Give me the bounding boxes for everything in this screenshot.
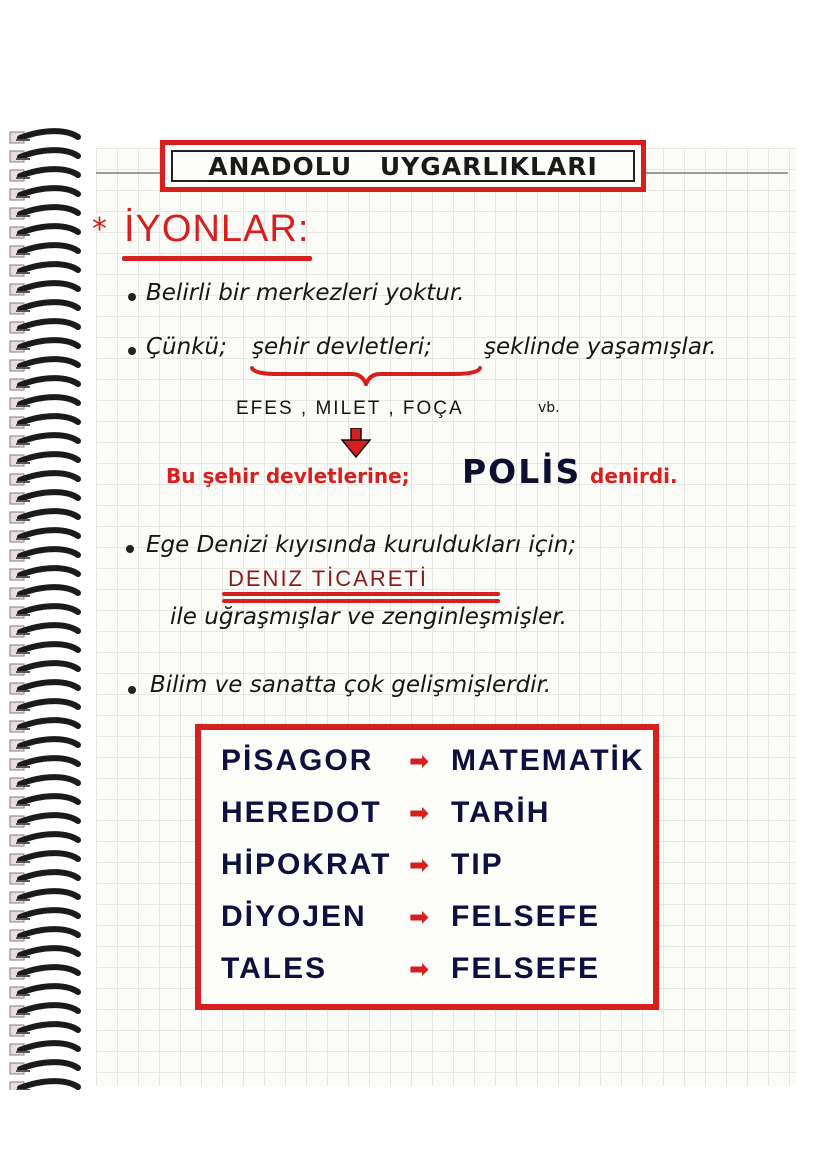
page-title: ANADOLU UYGARLIKLARI xyxy=(208,151,598,181)
star-icon: * xyxy=(92,212,107,247)
table-row xyxy=(221,848,643,900)
right-arrow-icon: ➡ xyxy=(409,903,430,931)
line-seklinde: şeklinde yaşamışlar. xyxy=(484,334,717,360)
down-arrow-icon xyxy=(339,428,373,458)
scientist-name: PİSAGOR xyxy=(221,744,374,777)
title-inner-frame xyxy=(171,150,635,182)
scientist-name: HEREDOT xyxy=(221,796,382,829)
deniz-ticareti: DENIZ TİCARETİ xyxy=(228,566,428,591)
scientist-field: FELSEFE xyxy=(451,900,601,933)
scientist-field: TIP xyxy=(451,848,504,881)
right-arrow-icon: ➡ xyxy=(409,851,430,879)
cities-text: EFES , MILET , FOÇA xyxy=(236,398,464,419)
deniz-underline-2 xyxy=(222,599,500,603)
right-arrow-icon: ➡ xyxy=(409,747,430,775)
spiral-binding xyxy=(6,128,92,1090)
header-rule-left xyxy=(96,172,162,174)
bullet-dot xyxy=(128,347,136,355)
polis-post: denirdi. xyxy=(590,464,678,488)
line-bilim: Bilim ve sanatta çok gelişmişlerdir. xyxy=(150,672,552,698)
cities-etc: vb. xyxy=(538,400,560,416)
scientist-field: MATEMATİK xyxy=(451,744,645,777)
line-ege: Ege Denizi kıyısında kuruldukları için; xyxy=(146,532,577,558)
right-arrow-icon: ➡ xyxy=(409,799,430,827)
title-box xyxy=(160,140,646,192)
scientist-field: TARİH xyxy=(451,796,551,829)
header-rule-right xyxy=(646,172,788,174)
right-arrow-icon: ➡ xyxy=(409,955,430,983)
underbrace-mark xyxy=(248,364,484,386)
line-merkez: Belirli bir merkezleri yoktur. xyxy=(146,280,465,306)
scientist-field: FELSEFE xyxy=(451,952,601,985)
section-heading: İYONLAR: xyxy=(124,208,310,250)
scientist-name: TALES xyxy=(221,952,328,985)
line-cunku-prefix: Çünkü; xyxy=(146,334,227,360)
polis-pre: Bu şehir devletlerine; xyxy=(166,464,410,488)
line-sehir-devletleri: şehir devletleri; xyxy=(252,334,432,360)
table-row xyxy=(221,900,643,952)
bullet-dot xyxy=(126,545,134,553)
scientist-name: HİPOKRAT xyxy=(221,848,392,881)
bullet-dot xyxy=(128,293,136,301)
table-row xyxy=(221,952,643,1004)
polis-word: POLİS xyxy=(462,452,582,491)
bullet-dot xyxy=(128,686,136,694)
heading-underline xyxy=(122,256,312,261)
deniz-underline-1 xyxy=(222,592,500,596)
table-row xyxy=(221,796,643,848)
line-ugras: ile uğraşmışlar ve zenginleşmişler. xyxy=(170,604,567,630)
scientist-name: DİYOJEN xyxy=(221,900,367,933)
scientists-table xyxy=(195,724,659,1010)
table-row xyxy=(221,744,643,796)
